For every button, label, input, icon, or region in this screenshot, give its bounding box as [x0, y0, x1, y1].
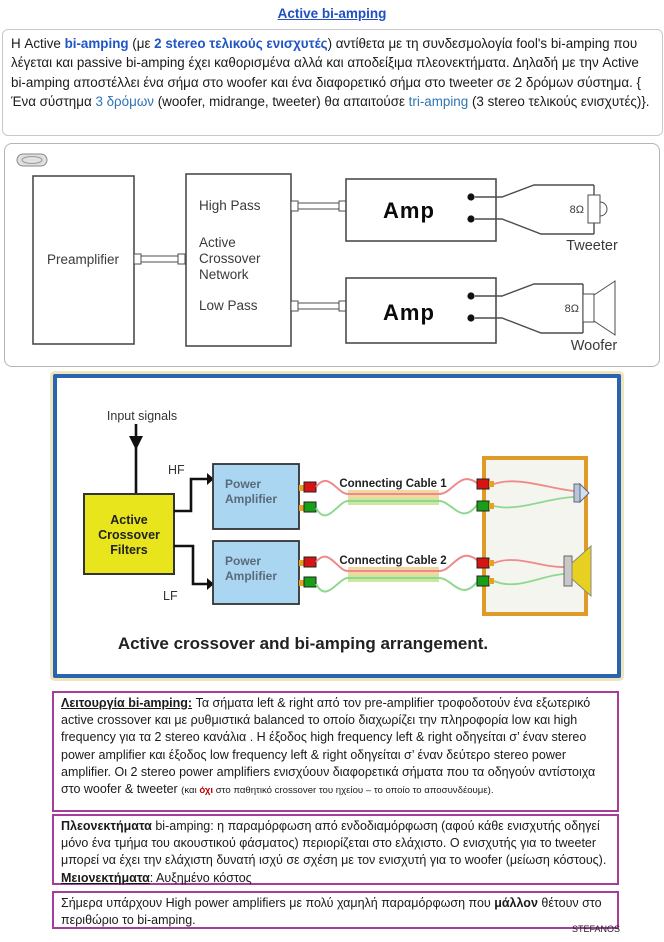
block-diagram-svg: [5, 144, 659, 366]
text-segment: : Αυξημένο κόστος: [149, 870, 252, 885]
terminal-green: [477, 501, 489, 511]
text-segment: bi-amping: η παραμόρφωση από ενδοδιαμόρφωση (αφού κάθε ενισχυτής οδηγεί μόνο ένα τμήμα του ακουστικού φάσματος) περιορίζεται στο ελάχιστο. Ο ενισχυτής για το tweeter μπορεί να έχει την ελάχιστη δυνατή ισχύ σε σχέση με τον ενισχυτή για το woofer (μείωση κόστους).: [61, 819, 607, 868]
woofer-cone-icon: [594, 281, 615, 335]
text-segment: μάλλον: [494, 896, 538, 910]
low-pass-cable: [291, 301, 346, 311]
tweeter-impedance: 8Ω: [569, 204, 584, 216]
intro-paragraph: [2, 29, 663, 136]
text-segment: ).: [487, 785, 494, 797]
binding-post: [489, 481, 494, 487]
terminal-green: [304, 502, 316, 512]
preamplifier-label: Preamplifier: [46, 252, 120, 267]
amp-terminal: [467, 193, 474, 200]
text-segment: θέτουν στο περιθώριο το bi-amping.: [61, 896, 602, 928]
biamping-diagram-svg: [57, 378, 617, 674]
terminal-green: [477, 576, 489, 586]
lf-wire: [174, 546, 207, 584]
biamping-diagram: [53, 374, 621, 678]
operation-text-box: [52, 691, 619, 812]
preamp-cable: [134, 254, 185, 264]
text-segment: ) αντίθετα με τη συνδεσμολογία fool's bi-amping που λέγεται και passive bi-amping έχει καθορισμένα αλλά και αποδείξιμα πλεονεκτήματα. Δηλαδή με την Active bi-amping αποστέλλει ένα σήμα στο woofer και ένα διαφορετικό σήμα στο tweeter σε 2 δρόμων σύστημα. { Ένα σύστημα: [11, 36, 641, 110]
woofer-basket-icon: [564, 556, 572, 586]
filters-label: Active: [110, 513, 148, 527]
terminal-red: [304, 557, 316, 567]
power-amp2-label: Power: [225, 554, 262, 568]
binding-post: [489, 503, 494, 509]
woofer-label: Woofer: [570, 338, 618, 354]
text-segment: (και: [181, 785, 200, 797]
crossover-label: Active: [199, 235, 236, 250]
hf-wire: [174, 479, 207, 511]
amp-top-label: Amp: [383, 198, 435, 223]
power-amp1-label: Power: [225, 477, 262, 491]
high-pass-label: High Pass: [199, 198, 261, 213]
advantages-text-box: [52, 814, 619, 885]
power-amp2-label: Amplifier: [225, 569, 278, 583]
filters-label: Crossover: [98, 528, 160, 542]
text-segment: 3 δρόμων: [95, 94, 154, 110]
woofer-driver-icon: [583, 294, 594, 322]
text-segment: bi-amping: [64, 36, 129, 51]
tweeter-dome-icon: [600, 202, 607, 216]
text-segment: Σήμερα υπάρχουν High power amplifiers με πολύ χαμηλή παραμόρφωση που: [61, 896, 495, 910]
amp-bottom-label: Amp: [383, 300, 435, 325]
text-segment: Πλεονεκτήματα: [61, 819, 152, 833]
note-text-box: [52, 891, 619, 929]
woofer-impedance: 8Ω: [564, 303, 579, 315]
cable1-label: Connecting Cable 1: [339, 478, 447, 490]
low-pass-label: Low Pass: [199, 298, 258, 313]
amp-terminal: [467, 215, 474, 222]
text-segment: Τα σήματα left & right από τον pre-amplifier τροφοδοτούν ένα εξωτερικό active crossover και με ρυθμιστικά balanced το οποίο διαχωρίζει την πληροφορία low και high frequency για τα 2 stereo κανάλια . Η έξοδος high frequency left & right οδηγείται σ’ έναν stereo power amplifier και έξοδος low frequency left & right οδηγείται σ’ έναν δεύτερο stereo power amplifier. Οι 2 stereo power amplifiers ενισχύουν διαφορετικά σήματα που τα οδηγούν αντίστοιχα στο woofer & tweeter: [61, 696, 596, 797]
terminal-red: [477, 479, 489, 489]
hf-label: HF: [168, 463, 185, 477]
speaker-cabinet: [484, 458, 586, 614]
text-segment: Μειονεκτήματα: [61, 870, 150, 885]
text-segment: (woofer, midrange, tweeter) θα απαιτούσε: [154, 94, 409, 110]
text-segment: 2 stereo τελικούς ενισχυτές: [154, 36, 328, 51]
text-segment: στο παθητικό crossover του ηχείου – το οποίο το αποσυνδέουμε: [213, 785, 488, 797]
amp-terminal: [467, 292, 474, 299]
crossover-label: Crossover: [199, 251, 261, 266]
high-pass-cable: [291, 201, 346, 211]
terminal-red: [477, 558, 489, 568]
input-signals-label: Input signals: [106, 409, 178, 423]
tweeter-driver-icon: [588, 195, 600, 223]
terminal-green: [304, 577, 316, 587]
author-signature: STEFANOS: [571, 924, 620, 934]
text-segment: (με: [128, 36, 155, 51]
amp-terminal: [467, 314, 474, 321]
power-amp1-label: Amplifier: [225, 492, 278, 506]
page-title-text: Active bi-amping: [277, 6, 387, 21]
cable2-label: Connecting Cable 2: [339, 555, 447, 567]
lf-label: LF: [163, 589, 178, 603]
diagram2-caption: Active crossover and bi-amping arrangement.: [117, 634, 489, 653]
text-segment: (3 stereo τελικούς ενισχυτές)}.: [468, 94, 650, 110]
filters-label: Filters: [110, 543, 148, 557]
block-diagram: [4, 143, 660, 367]
text-segment: tri-amping: [408, 94, 469, 110]
tweeter-label: Tweeter: [566, 238, 618, 254]
terminal-red: [304, 482, 316, 492]
crossover-label: Network: [199, 267, 249, 282]
binding-post: [489, 560, 494, 566]
input-arrowhead-icon: [129, 436, 143, 450]
binding-post: [489, 578, 494, 584]
page-title: [0, 6, 664, 21]
text-segment: Η Active: [11, 36, 65, 51]
text-segment: όχι: [199, 785, 214, 797]
tweeter-driver-icon: [574, 484, 580, 502]
text-segment: Λειτουργία bi-amping:: [61, 696, 193, 710]
